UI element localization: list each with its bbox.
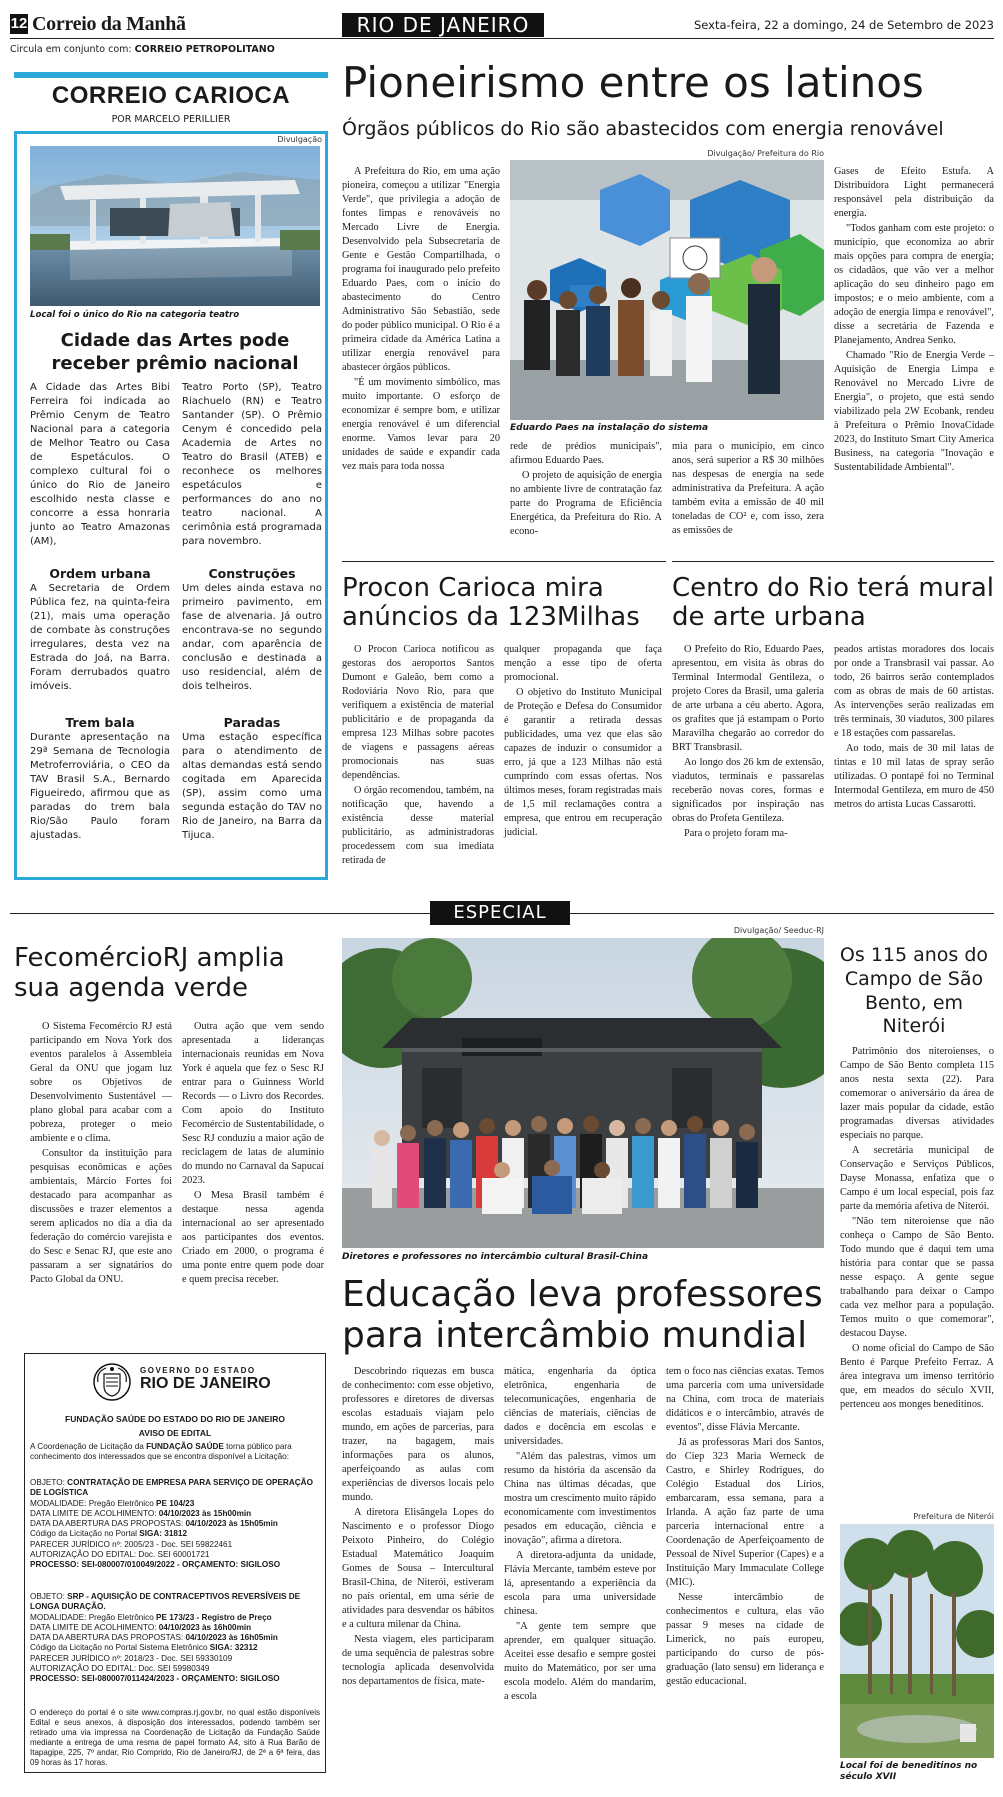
centro-rule bbox=[672, 561, 994, 562]
campo-photo-credit: Prefeitura de Niterói bbox=[913, 1512, 994, 1521]
note-text-ordem: A Secretaria de Ordem Pública fez, na quinta-feira (21), mais uma operação de combate às construções irregulares, desta vez na Estrada do Joá, na Barra. Foram derrubados quatro imóveis. bbox=[30, 583, 170, 692]
intercambio-photo bbox=[342, 938, 824, 1248]
main-photo-caption: Eduardo Paes na instalação do sistema bbox=[510, 423, 709, 433]
centro-col2: peados artistas moradores dos locais por onde a Transbrasil vai passar. Ao todo, 26 bairros serão contemplados com as obras de mais de 60 artistas. As intervenções serão realizadas em três terminais, 30 viadutos, 300 pilares e 18 estações com passarelas. Ao todo, mais de 30 mil latas de tintas e 10 mil latas de spray serão utilizadas. O pontapé foi no Terminal Intermodal Gentileza, em muro de 450 metros do artista Lucas Cassarotti. bbox=[834, 644, 994, 810]
centro-col1: O Prefeito do Rio, Eduardo Paes, apresentou, em visita às obras do Terminal Intermodal Gentileza, o projeto Cores da Brasil, uma galeria de arte urbana a céu aberto. Agora, os grafites que já estampam o Porto Maravilha chegarão ao corredor do BRT Transbrasil. Ao longo dos 26 km de extensão, viadutos, terminais e passarelas receberão novas cores, formas e significados por inspiração nas obras do Profeta Gentileza. Para o projeto foram ma- bbox=[672, 644, 824, 839]
note-title-construcoes: Construções bbox=[208, 566, 296, 581]
procon-headline: Procon Carioca mira anúncios da 123Milhas bbox=[342, 573, 640, 633]
campo-photo bbox=[840, 1524, 994, 1758]
fecomercio-headline: FecomércioRJ amplia sua agenda verde bbox=[14, 943, 285, 1003]
correio-photo-credit: Divulgação bbox=[277, 135, 322, 144]
campo-photo-caption: Local foi de beneditinos no século XVII bbox=[840, 1761, 978, 1782]
section-tag: RIO DE JANEIRO bbox=[342, 13, 544, 37]
edital-item-1: OBJETO: CONTRATAÇÃO DE EMPRESA PARA SERVIÇO DE OPERAÇÃO DE LOGÍSTICA MODALIDADE: Pregão Eletrônico PE 104/23 DATA LIMITE DE ACOLHIMENTO: 04/10/2023 às 15h00min DATA DA ABERTURA DAS PROPOSTAS: 04/10/2023 às 15h05min Código da Licitação no Portal SIGA: 31812 PARECER JURÍDICO nº: 2005/23 - Doc. SEI 59822461 AUTORIZAÇÃO DO EDITAL: Doc. SEI 60001721 PROCESSO: SEI-080007/010049/2022 - ORÇAMENTO: SIGILOSO bbox=[30, 1478, 313, 1569]
cidade-das-artes-photo bbox=[30, 146, 320, 306]
procon-col1: O Procon Carioca notificou as gestoras dos aeroportos Santos Dumont e Galeão, bem como a Rodoviária Novo Rio, para que verifiquem a existência de material publicitário e de propaganda da empresa 123 Milhas sobre pacotes de viagens e passagens aéreas promocionais nas suas dependências. O órgão recomendou, também, na notificação que, havendo a existência desse material publicitário, as administradoras procedessem com sua imediata retirada de bbox=[342, 644, 494, 866]
campo-body: Patrimônio dos niteroienses, o Campo de São Bento completa 115 anos nesta sexta (22). Para comemorar o aniversário da área de lazer mais popular da cidade, estão programadas diversas atividades especiais no parque. A secretária municipal de Conservação e Serviços Públicos, Dayse Monassa, enfatiza que o Campo é um local especial, pois faz parte da memória afetiva de Niterói. "Não tem niteroiense que não conheça o Campo de São Bento. Todo mundo que é daqui tem uma história para contar que se passa nesse espaço. A gente segue trabalhando para deixar o Campo cada vez melhor para a população. Temos muito o que comemorar", destacou Dayse. O nome oficial do Campo de São Bento é Parque Prefeito Ferraz. A área integrava um imenso território que, em meados do século XVII, pertenceu aos monges beneditinos. bbox=[840, 1046, 994, 1410]
edital-footer: O endereço do portal é o site www.compras.rj.gov.br, no qual estão disponíveis Edital e seus anexos, à disposição dos interessados, podendo também ser retirado uma via impressa na Coordenação de Licitação da Fundação Saúde mediante a entrega de uma resma de papel formato A4, sito à Rua Barão de Itapagipe, 225, 7º andar, Rio Comprido, Rio de Janeiro/RJ, de 2ª a 6ª feira, das 09 horas às 17 horas. bbox=[30, 1708, 320, 1767]
edital-intro: A Coordenação de Licitação da FUNDAÇÃO SAÚDE torna público para conhecimento dos interessados que se encontra disponível a Licitação: bbox=[30, 1442, 292, 1462]
edital-item-2: OBJETO: SRP - AQUISIÇÃO DE CONTRACEPTIVOS REVERSÍVEIS DE LONGA DURAÇÃO. MODALIDADE: Pregão Eletrônico PE 173/23 - Registro de Preço DATA LIMITE DE ACOLHIMENTO: 04/10/2023 às 16h00min DATA DA ABERTURA DAS PROPOSTAS: 04/10/2023 às 16h05min Código da Licitação no Portal Sistema Eletrônico SIGA: 32312 PARECER JURÍDICO nº: 2018/23 - Doc. SEI 59330109 AUTORIZAÇÃO DO EDITAL: Doc. SEI 59980349 PROCESSO: SEI-080007/011424/2023 - ORÇAMENTO: SIGILOSO bbox=[30, 1592, 301, 1683]
correio-title: CORREIO CARIOCA bbox=[51, 82, 291, 109]
note-text-paradas: Uma estação específica para o atendimento de altas demandas está sendo cogitada em Aparecida (SP), assim como uma segunda estação do TAV no Rio de Janeiro, na Barra da Tijuca. bbox=[182, 732, 322, 841]
educacao-headline: Educação leva professores para intercâmbio mundial bbox=[342, 1274, 823, 1357]
energia-verde-photo bbox=[510, 160, 824, 420]
fecomercio-col2: Outra ação que vem sendo apresentada a lideranças internacionais reunidas em Nova York é aquela que fez o Sesc RJ entrar para o Guinness World Records — o Livro dos Recordes. Com apoio do Instituto Fecomércio de Sustentabilidade, o Sesc RJ conduziu a maior ação de reciclagem de latas de alumínio do mundo no Carnaval da Sapucaí 2023. O Mesa Brasil também é destaque nessa agenda internacional ao ser apresentado aos participantes dos eventos. Criado em 2000, o programa é uma ponte entre quem pode doar e quem precisa receber. bbox=[182, 1021, 324, 1285]
main-col1: A Prefeitura do Rio, em uma ação pioneira, começou a utilizar "Energia Verde", que privilegia a adoção de fontes limpas e renováveis no Mercado Livre de Energia. Desenvolvido pela Subsecretaria de Gente e Gestão Compartilhada, o programa foi inaugurado pelo prefeito Eduardo Paes, com o início do abastecimento do Centro Administrativo São Sebastião, sede do poder público municipal. O Rio é a primeira cidade da América Latina a utilizar energia renovável para abastecer órgãos públicos. "É um movimento simbólico, mas muito importante. O esforço de economizar é sempre bom, e utilizar energia renovável é um diferencial enorme. Vamos levar para 20 unidades de saúde e expandir cada vez mais para toda nossa bbox=[342, 166, 500, 472]
masthead: Correio da Manhã bbox=[32, 13, 186, 35]
main-col3: mia para o município, em cinco anos, será superior a R$ 30 milhões nas despesas de energia na sede administrativa da Prefeitura. A ação também evita a emissão de 40 mil toneladas de CO² e, com isso, zera as emissões de bbox=[672, 441, 824, 536]
educacao-photo-credit: Divulgação/ Seeduc-RJ bbox=[733, 926, 824, 935]
educacao-col2: mática, engenharia da óptica eletrônica, engenharia de telecomunicações, engenharia de ciências de materiais, ciências de dados e docência em escolas e universidades. "Além das palestras, vimos um resumo da história da ascensão da China nas últimas décadas, que mostra um crescimento muito rápido economicamente com investimentos pesados em educação, ciência e inovação", afirma a diretora. A diretora-adjunta da unidade, Flávia Mercante, também esteve por lá, apresentando a experiência da escola para uma universidade chinesa. "A gente tem sempre que aprender, em qualquer situação. Aceitei esse desafio e sempre gostei muito do Matemático, por ser uma escola modelo. Além do mandarim, a escola bbox=[504, 1366, 656, 1702]
correio-top-bar bbox=[14, 72, 328, 78]
page-number: 12 bbox=[10, 15, 28, 32]
note-title-ordem: Ordem urbana bbox=[49, 566, 151, 581]
main-photo-credit: Divulgação/ Prefeitura do Rio bbox=[707, 149, 824, 158]
correio-lead-col1: A Cidade das Artes Bibi Ferreira foi indicada ao Prêmio Cenym de Teatro Nacional para a categoria de Melhor Teatro ou Casa de Espetáculos. O complexo cultural foi o único do Rio de Janeiro escolhido nesta classe e concorre a essa honraria junto ao Teatro Amazonas (AM), bbox=[30, 382, 170, 547]
educacao-col1: Descobrindo riquezas em busca de conhecimento: com esse objetivo, professores e diretores de diversas escolas estaduais viajam pelo mundo, em ações de parcerias, para trazer, na bagagem, mais informações para os alunos, aperfeiçoando as aulas com experiências de diversos locais pelo mundo. A diretora Elisângela Lopes do Nascimento e o professor Diogo Peixoto Pinheiro, do Colégio Estadual Matemático Joaquim Gomes de Sousa – Intercultural Brasil-China, de Niterói, estiveram no país oriental, em uma série de atividades para desvendar os hábitos e a cultura milenar da China. Nesta viagem, eles participaram de uma sequência de palestras sobre tecnologia aplicada desenvolvida nos departamentos de física, mate- bbox=[342, 1366, 494, 1687]
main-col2: rede de prédios municipais", afirmou Eduardo Paes. O projeto de aquisição de energia no ambiente livre de contratação faz parte do Programa de Eficiência Energética, da Prefeitura do Rio. A econo- bbox=[510, 441, 662, 537]
date-line: Sexta-feira, 22 a domingo, 24 de Setembro de 2023 bbox=[694, 18, 994, 32]
circula-line: Circula em conjunto com: CORREIO PETROPOLITANO bbox=[10, 44, 275, 55]
header-rule bbox=[10, 38, 994, 39]
main-col4: Gases de Efeito Estufa. A Distribuidora Light permanecerá responsável pela distribuição da energia. "Todos ganham com este projeto: o município, que economiza ao abrir mais opções para compra de energia; os cidadãos, que vão ver a melhor aplicação do seu dinheiro pago em impostos; e o meio ambiente, com a adoção de energia limpa e renovável", disse a secretária de Fazenda e Planejamento, Andrea Senko. Chamado "Rio de Energia Verde – Aquisição de Energia Limpa e Renovável no Mercado Livre de Energia", o projeto, que está sendo viabilizado pela 2W Ecobank, rendeu à Prefeitura o Prêmio InovaCidade 2023, do Instituto Smart City America Business, na categoria "Inovação e Sustentabilidade Ambiental". bbox=[834, 166, 994, 473]
edital-aviso: AVISO DE EDITAL bbox=[138, 1428, 212, 1438]
note-title-trem: Trem bala bbox=[65, 715, 135, 730]
procon-col2: qualquer propaganda que faça menção a esse tipo de oferta promocional. O objetivo do Instituto Municipal de Proteção e Defesa do Consumidor é garantir a retirada dessas publicidades, uma vez que elas são capazes de induzir o consumidor a erro, já que a 123 Milhas não está cumprindo com essas ofertas. Nos últimos meses, foram registradas mais de 1,5 mil reclamações contra a empresa, que entrou em recuperação judicial. bbox=[504, 644, 662, 838]
edital-gov-line2: RIO DE JANEIRO bbox=[140, 1375, 271, 1392]
main-headline: Pioneirismo entre os latinos bbox=[342, 58, 924, 107]
correio-byline: POR MARCELO PERILLIER bbox=[111, 114, 231, 125]
edital-org: FUNDAÇÃO SAÚDE DO ESTADO DO RIO DE JANEIRO bbox=[65, 1414, 285, 1424]
educacao-col3: tem o foco nas ciências exatas. Temos uma parceria com uma universidade na China, com troca de materiais didáticos e o intercâmbio, através de eventos", disse Flávia Mercante. Já as professoras Mari dos Santos, do Ciep 323 Maria Werneck de Castro, e Shirley Rodrigues, do Colégio Estadual dos Lírios, embarcaram, essa semana, para a Irlanda. A ação faz parte de uma parceria internacional entre a Coordenação de Aperfeiçoamento de Pessoal de Nível Superior (Capes) e a Instituição Mary Immaculate College (MIC). Nesse intercâmbio de conhecimentos e cultura, elas vão passar 9 meses na cidade de Limerick, no país europeu, participando do curso de pós-graduação (lato sensu) em liderança e gestão educacional. bbox=[666, 1366, 824, 1687]
edital-gov-line1: GOVERNO DO ESTADO bbox=[140, 1366, 256, 1375]
educacao-photo-caption: Diretores e professores no intercâmbio cultural Brasil-China bbox=[342, 1252, 649, 1262]
fecomercio-col1: O Sistema Fecomércio RJ está participando em Nova York dos eventos paralelos à Assembleia Geral da ONU que jogam luz sobre os Objetivos de Desenvolvimento Sustentável — plano global para acabar com a pobreza, proteger o meio ambiente e o clima. Consultor da instituição para pesquisas econômicas e ações ambientais, Márcio Fortes foi destacado para acompanhar as discussões e trazer elementos a serem aplicados no dia a dia da federação do comércio varejista e do Sesc e Senac RJ, que este ano passaram a ser signatários do Pacto Global da ONU. bbox=[30, 1021, 172, 1285]
campo-headline: Os 115 anos do Campo de São Bento, em Niterói bbox=[839, 944, 989, 1038]
note-text-construcoes: Um deles ainda estava no primeiro pavimento, em fase de alvenaria. Já outro encontrava-se no segundo andar, com aparência de conclusão e destinada a uso residencial, além de dois telheiros. bbox=[182, 583, 322, 692]
coat-of-arms-icon bbox=[92, 1362, 132, 1402]
main-subhead: Órgãos públicos do Rio são abastecidos com energia renovável bbox=[342, 118, 944, 140]
correio-photo-caption: Local foi o único do Rio na categoria teatro bbox=[30, 310, 240, 320]
procon-rule bbox=[342, 561, 666, 562]
note-title-paradas: Paradas bbox=[223, 715, 281, 730]
note-text-trem: Durante apresentação na 29ª Semana de Tecnologia Metroferroviária, o CEO da TAV Brasil S.A., Bernardo Figueiredo, afirmou que as paradas do trem bala Rio/São Paulo foram ajustadas. bbox=[30, 732, 170, 841]
centro-headline: Centro do Rio terá mural de arte urbana bbox=[672, 573, 994, 633]
correio-headline: Cidade das Artes pode receber prêmio nacional bbox=[51, 330, 299, 374]
correio-lead-col2: Teatro Porto (SP), Teatro Riachuelo (RN) e Teatro Santander (SP). O Prêmio Cenym é concedido pela Academia de Artes no Teatro do Brasil (ATEB) e reconhece os melhores espetáculos e performances do ano no teatro nacional. A cerimônia está programada para novembro. bbox=[182, 382, 322, 547]
especial-tag: ESPECIAL bbox=[430, 901, 570, 925]
